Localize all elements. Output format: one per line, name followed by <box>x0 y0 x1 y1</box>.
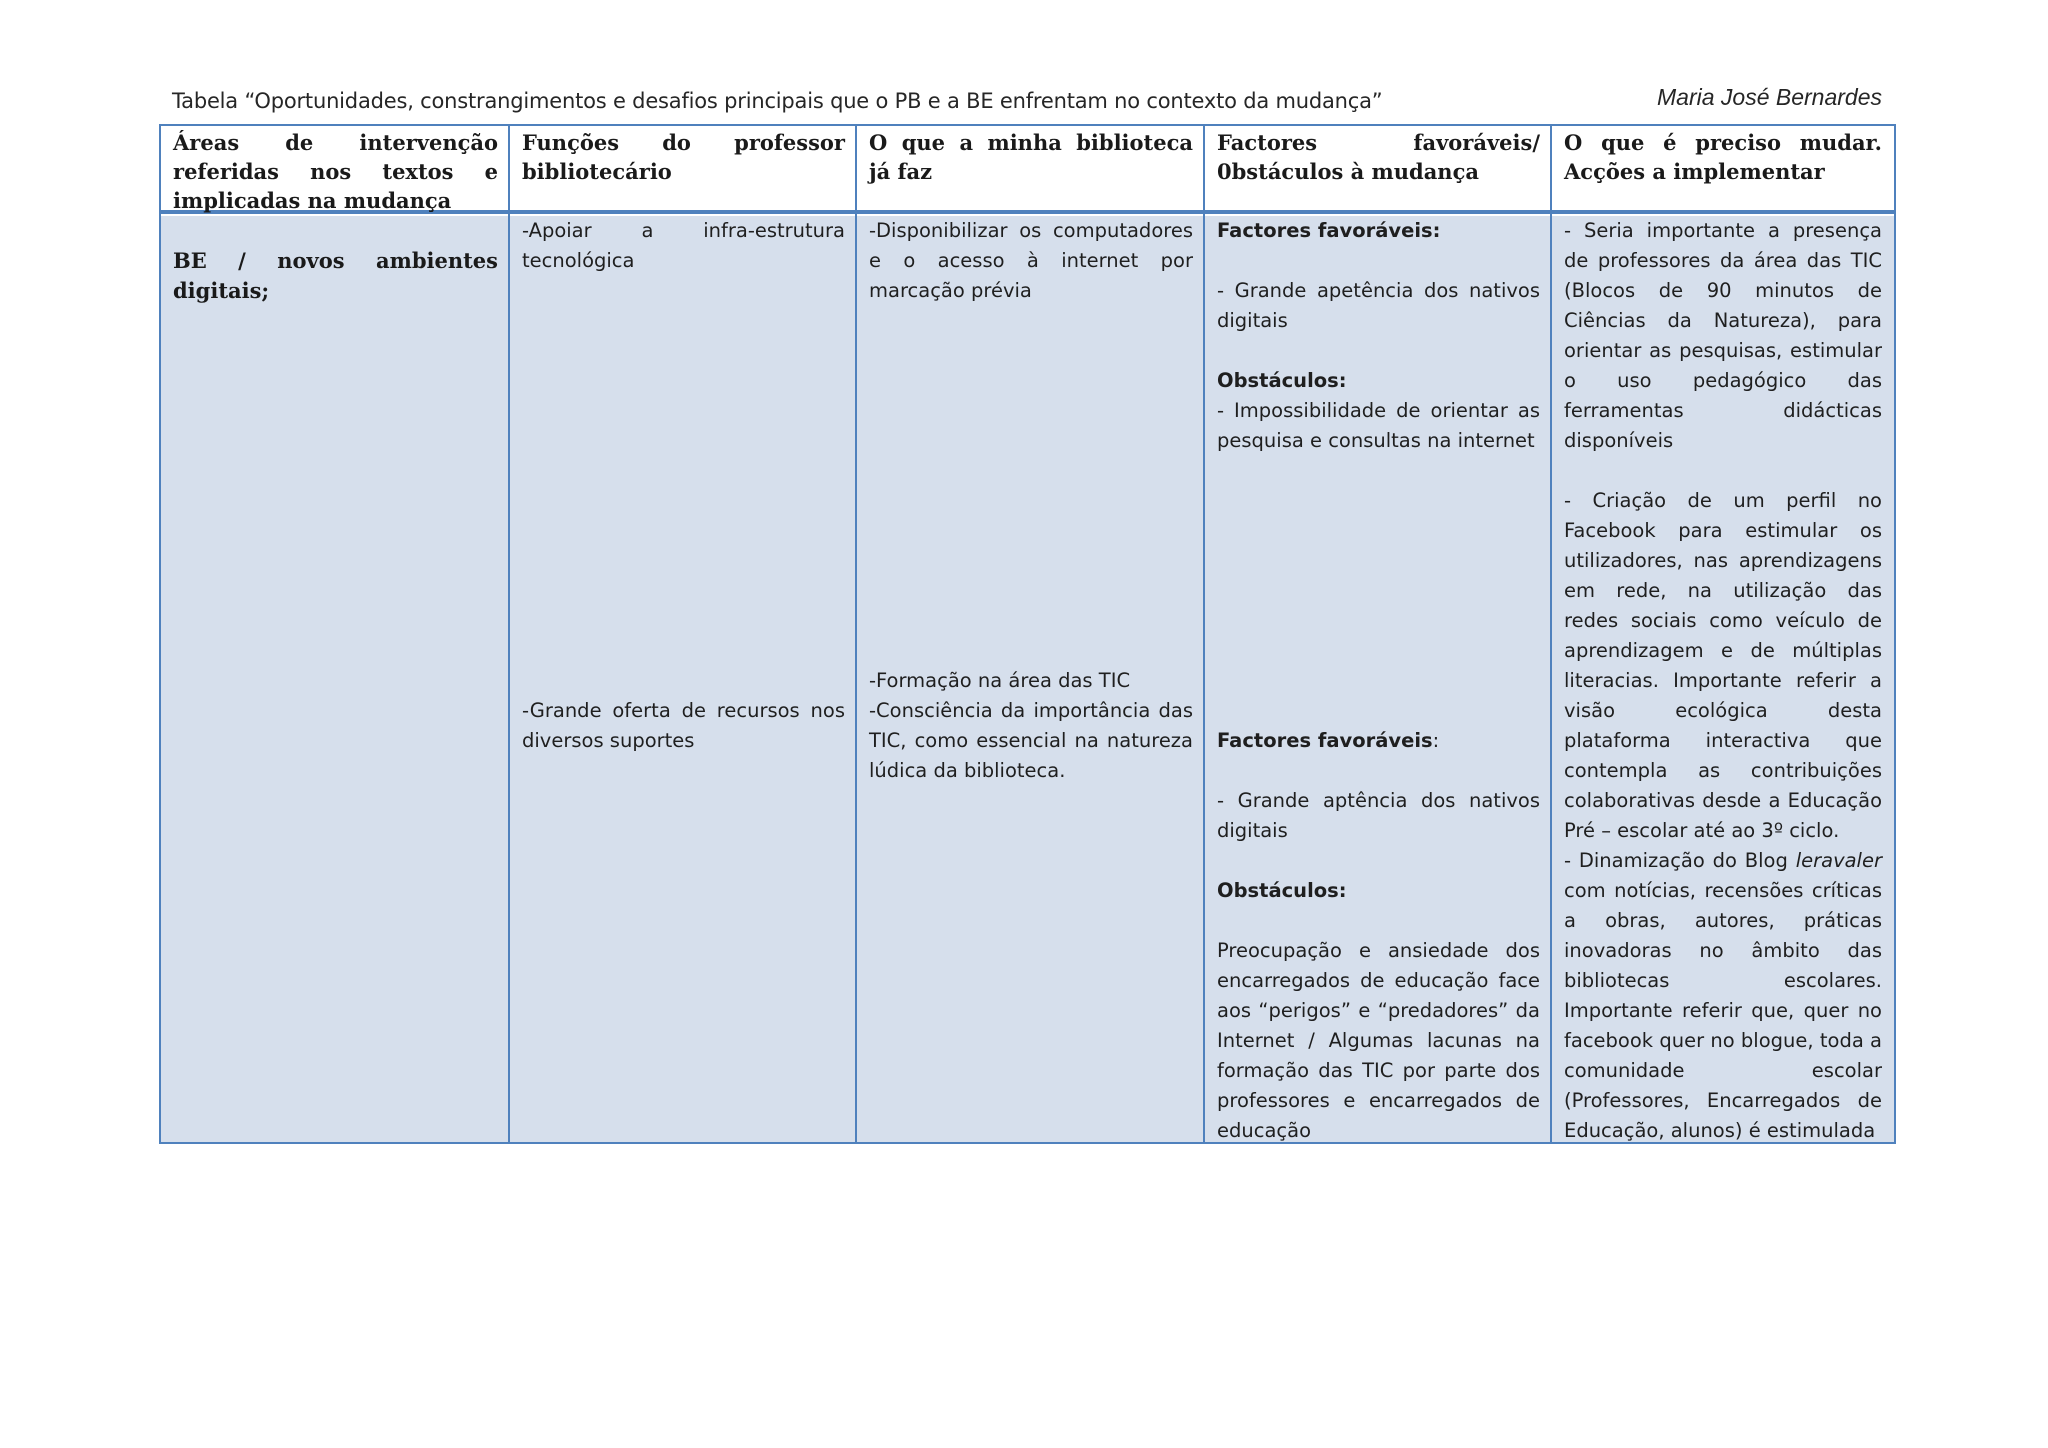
faz-consciencia: -Consciência da importância das TIC, como essencial na natureza lúdica da biblioteca. <box>869 699 1193 782</box>
cell-accoes <box>1552 216 1894 1142</box>
column-header-faz: O que a minha biblioteca já faz <box>869 130 1193 184</box>
blog-name: leravaler <box>1795 849 1882 872</box>
document-header <box>172 86 1882 120</box>
document-title: Tabela “Oportunidades, constrangimentos e desafios principais que o PB e a BE enfrentam no contexto da mudança” <box>172 89 1383 113</box>
column-divider <box>508 126 510 1142</box>
favoraveis-label-2: Factores favoráveis <box>1217 729 1433 752</box>
favoraveis-label-1: Factores favoráveis: <box>1217 219 1441 242</box>
column-divider <box>855 126 857 1142</box>
column-header-funcoes: Funções do professor bibliotecário <box>522 130 845 184</box>
area-text: BE / novos ambientes digitais; <box>173 248 498 303</box>
obstaculos-text-1: - Impossibilidade de orientar as pesquisa e consultas na internet <box>1217 399 1540 452</box>
column-header-factores: Factores favoráveis/ 0bstáculos à mudança <box>1217 130 1540 184</box>
column-header-areas: Áreas de intervenção referidas nos textos e implicadas na mudança <box>173 130 498 213</box>
favoraveis-text-1: - Grande apetência dos nativos digitais <box>1217 279 1540 332</box>
accao-blog-rest: com notícias, recensões críticas a obras, autores, práticas inovadoras no âmbito das bibliotecas escolares. Importante referir que, quer no facebook quer no blogue, toda a comunidade escolar (Professores, Encarregados de Educação, alunos) é estimulada <box>1564 879 1882 1142</box>
cell-funcoes <box>510 216 857 1142</box>
favoraveis-label-2-line <box>1205 726 1552 756</box>
funcao-oferta: -Grande oferta de recursos nos diversos suportes <box>522 699 845 752</box>
favoraveis-text-2: - Grande aptência dos nativos digitais <box>1217 789 1540 842</box>
accao-facebook: - Criação de um perfil no Facebook para estimular os utilizadores, nas aprendizagens em rede, na utilização das redes sociais como veículo de aprendizagem e de múltiplas literacias. Importante referir a visão ecológica desta plataforma interactiva que contempla as contribuições colaborativas desde a Educação Pré – escolar até ao 3º ciclo. <box>1564 489 1882 842</box>
cell-area <box>161 216 510 1142</box>
accao-blog <box>1552 846 1894 1146</box>
funcao-apoiar: -Apoiar a infra-estrutura tecnológica <box>522 219 845 272</box>
author-name: Maria José Bernardes <box>1657 84 1882 110</box>
obstaculos-label-2: Obstáculos: <box>1217 879 1347 902</box>
column-divider <box>1550 126 1552 1142</box>
accao-blog-start: - Dinamização do Blog <box>1564 849 1796 872</box>
faz-formacao: -Formação na área das TIC <box>869 669 1131 692</box>
column-divider <box>1203 126 1205 1142</box>
table-row <box>161 216 1894 1142</box>
accao-professores-tic: - Seria importante a presença de professores da área das TIC (Blocos de 90 minutos de Ciências da Natureza), para orientar as pesquisas, estimular o uso pedagógico das ferramentas didácticas disponíveis <box>1564 219 1882 452</box>
obstaculos-label-1: Obstáculos: <box>1217 369 1347 392</box>
cell-faz <box>857 216 1205 1142</box>
faz-computadores: -Disponibilizar os computadores e o acesso à internet por marcação prévia <box>869 219 1193 302</box>
obstaculos-text-2: Preocupação e ansiedade dos encarregados de educação face aos “perigos” e “predadores” da Internet / Algumas lacunas na formação das TIC por parte dos professores e encarregados de educação <box>1217 939 1540 1142</box>
favoraveis-colon-2: : <box>1432 729 1440 752</box>
change-table <box>159 124 1896 1144</box>
cell-factores <box>1205 216 1552 1142</box>
column-header-accoes: O que é preciso mudar. Acções a implementar <box>1564 130 1882 184</box>
table-header-row <box>161 126 1894 214</box>
